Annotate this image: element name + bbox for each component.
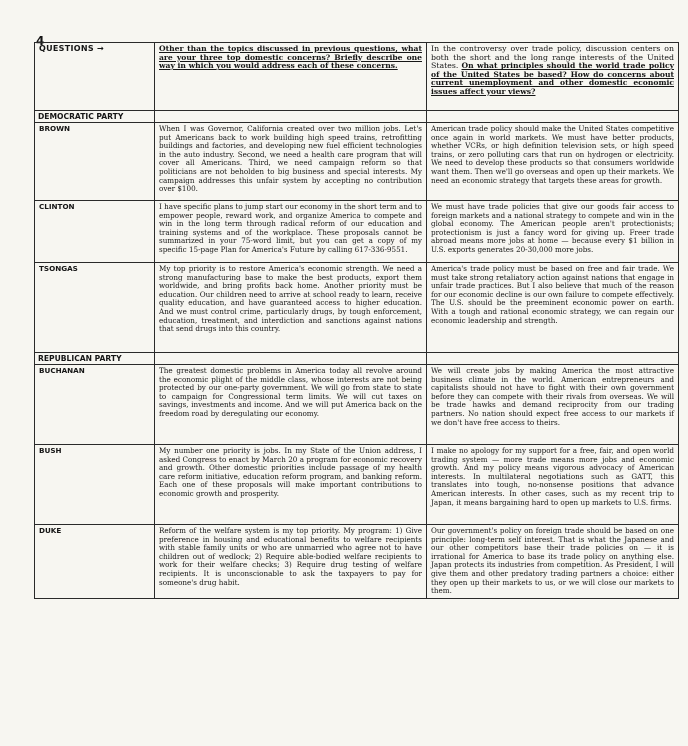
candidate-answer-2: American trade policy should make the United States competitive once again in world markets. We must have better products, whether VCRs, or high definition television sets, or high speed trains, or zero polluting cars that run on hydrogen or electricity. We need to develop these products so that consumers worldwide want them. Then we'll go overseas and open up their markets. We need an economic strategy that targets these areas for growth. (427, 123, 679, 201)
candidate-name: TSONGAS (35, 263, 155, 353)
questions-label-cell (35, 43, 155, 111)
candidate-answer-2: America's trade policy must be based on free and fair trade. We must take strong retaliatory action against nations that engage in unfair trade practices. But I also believe that much of the reason for our economic decline is our own failure to compete effectively. The U.S. should be the preeminent economic power on earth. With a tough and rational economic strategy, we can regain our economic leadership and strength. (427, 263, 679, 353)
candidate-answer-1: I have specific plans to jump start our economy in the short term and to empower people, reward work, and organize America to compete and win in the long term through radical reform of our education and training systems and of the workplace. These proposals cannot be summarized in your 75-word limit, but you can get a copy of my specific 15-page Plan for America's Future by calling 617-336-9551. (155, 201, 427, 263)
question-2-intro: In the controversy over trade policy, discussion centers on both the short and the long range interests of the United States. (431, 44, 674, 71)
candidate-name: BROWN (35, 123, 155, 201)
candidate-name: BUSH (35, 445, 155, 525)
candidate-row-duke (35, 525, 679, 599)
candidate-row-brown (35, 123, 679, 201)
candidate-row-bush (35, 445, 679, 525)
candidate-row-buchanan (35, 365, 679, 445)
questions-header-row (35, 43, 679, 111)
candidate-answer-2: Our government's policy on foreign trade should be based on one principle: long-term self interest. That is what the Japanese and our other competitors base their trade policies on — it is irrational for America to base its trade policy on anything else. Japan protects its industries from competition. As President, I will give them and other predatory trading partners a choice: either they open up their markets to us, or we will close our markets to them. (427, 525, 679, 599)
question-2-underlined: On what principles should the world trade policy of the United States be based? How do concerns about current unemployment and other domestic economic issues affect your views? (431, 61, 674, 96)
candidate-name: BUCHANAN (35, 365, 155, 445)
question-2-cell (427, 43, 679, 111)
questions-label: QUESTIONS → (39, 44, 105, 53)
party-row-democratic (35, 111, 679, 123)
candidate-answer-1: Reform of the welfare system is my top priority. My program: 1) Give preference in housing and educational benefits to welfare recipients with stable family units or who are unmarried who agree not to have children out of wedlock; 2) Require able-bodied welfare recipients to work for their welfare checks; 3) Require drug testing of welfare recipients. It is unconscionable to ask the taxpayers to pay for someone's drug habit. (155, 525, 427, 599)
question-1-cell (155, 43, 427, 111)
candidate-row-tsongas (35, 263, 679, 353)
candidate-answer-2: We will create jobs by making America the most attractive business climate in the world. American entrepreneurs and capitalists should not have to fight with their own government before they can compete with their rivals from overseas. We will be trade hawks and demand reciprocity from our trading partners. No nation should expect free access to our markets if we don't have free access to theirs. (427, 365, 679, 445)
candidate-questionnaire-table (34, 42, 679, 599)
candidate-row-clinton (35, 201, 679, 263)
candidate-answer-2: I make no apology for my support for a free, fair, and open world trading system — more trade means more jobs and economic growth. And my policy means vigorous advocacy of American interests. In multilateral negotiations such as GATT, this translates into tough, no-nonsense positions that advance American interests. In other cases, such as my recent trip to Japan, it means bargaining hard to open up markets to U.S. firms. (427, 445, 679, 525)
candidate-answer-1: My number one priority is jobs. In my State of the Union address, I asked Congress to enact by March 20 a program for economic recovery and growth. Other domestic priorities include passage of my health care reform initiative, education reform program, and banking reform. Each one of these proposals will make important contributions to economic growth and prosperity. (155, 445, 427, 525)
party-name: REPUBLICAN PARTY (35, 353, 155, 365)
party-row-republican (35, 353, 679, 365)
candidate-answer-2: We must have trade policies that give our goods fair access to foreign markets and a national strategy to compete and win in the global economy. The American people aren't protectionists; protectionism is just a fancy word for giving up. Freer trade abroad means more jobs at home — because every $1 billion in U.S. exports generates 20-30,000 more jobs. (427, 201, 679, 263)
question-1: Other than the topics discussed in previous questions, what are your three top domestic concerns? Briefly describe one way in which you would address each of these concerns. (159, 44, 422, 71)
candidate-answer-1: The greatest domestic problems in America today all revolve around the economic plight of the middle class, whose interests are not being protected by our one-party government. We will go from state to state to campaign for Congressional term limits. We will cut taxes on savings, investments and income. And we will put America back on the freedom road by deregulating our economy. (155, 365, 427, 445)
candidate-name: DUKE (35, 525, 155, 599)
candidate-answer-1: When I was Governor, California created over two million jobs. Let's put Americans back to work building high speed trains, retrofitting buildings and factories, and developing new fuel efficient technologies in the auto industry. Second, we need a health care program that will cover all Americans. Third, we need campaign reform so that politicians are not beholden to big business and special interests. My campaign addresses this unfair system by accepting no contribution over $100. (155, 123, 427, 201)
page-number: 4 (36, 34, 45, 48)
party-name: DEMOCRATIC PARTY (35, 111, 155, 123)
candidate-name: CLINTON (35, 201, 155, 263)
candidate-answer-1: My top priority is to restore America's economic strength. We need a strong manufacturing base to make the best products, export them worldwide, and bring profits back home. Another priority must be education. Our children need to arrive at school ready to learn, receive quality education, and have guaranteed access to higher education. And we must control crime, particularly drugs, by tough enforcement, education, treatment, and interdiction and sanctions against nations that send drugs into this country. (155, 263, 427, 353)
